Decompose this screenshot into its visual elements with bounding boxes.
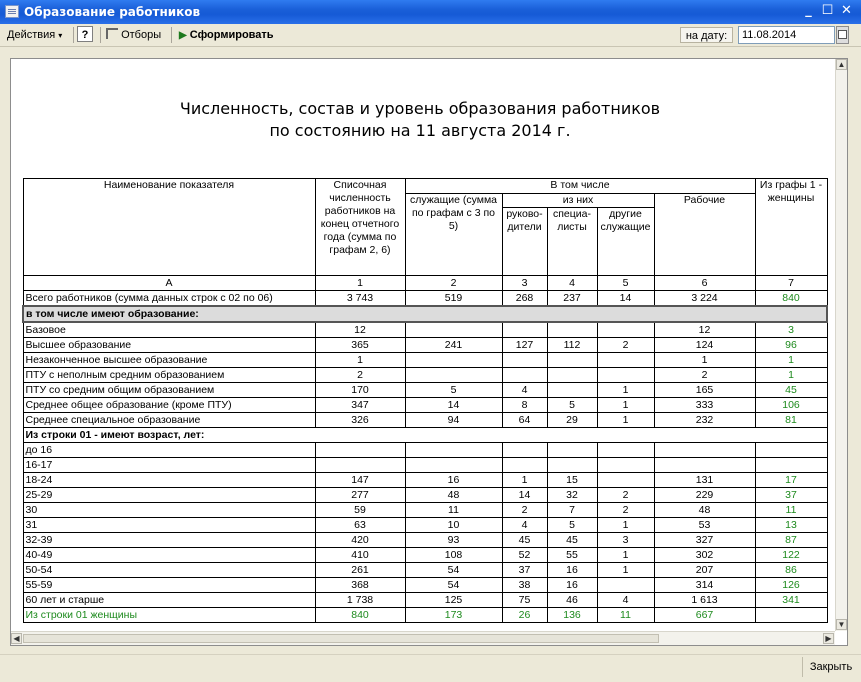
cell-c1: 1 738 xyxy=(315,593,405,608)
header-employees: служащие (сумма по графам с 3 по 5) xyxy=(405,194,502,276)
table-row xyxy=(23,503,827,518)
toolbar-separator xyxy=(100,27,101,43)
cell-c4 xyxy=(547,458,597,473)
cell-c2: 54 xyxy=(405,578,502,593)
cell-c4: 136 xyxy=(547,608,597,623)
cell-c1: 59 xyxy=(315,503,405,518)
row-label: 60 лет и старше xyxy=(23,593,315,608)
cell-c6: 48 xyxy=(654,503,755,518)
cell-c2: 94 xyxy=(405,413,502,428)
cell-c3: 38 xyxy=(502,578,547,593)
row-label: Высшее образование xyxy=(23,338,315,353)
column-number: 2 xyxy=(405,276,502,291)
header-managers: руково-дители xyxy=(502,208,547,276)
filter-icon xyxy=(106,28,118,39)
header-women: Из графы 1 - женщины xyxy=(755,179,827,276)
cell-c7: 840 xyxy=(755,291,827,307)
cell-c1: 368 xyxy=(315,578,405,593)
cell-c7: 96 xyxy=(755,338,827,353)
cell-c4: 32 xyxy=(547,488,597,503)
cell-c3: 4 xyxy=(502,518,547,533)
column-number: 3 xyxy=(502,276,547,291)
cell-c2: 519 xyxy=(405,291,502,307)
cell-c1 xyxy=(315,443,405,458)
table-row xyxy=(23,413,827,428)
report-title-line2: по состоянию на 11 августа 2014 г. xyxy=(269,121,571,140)
table-row xyxy=(23,518,827,533)
cell-c2: 54 xyxy=(405,563,502,578)
cell-c3: 26 xyxy=(502,608,547,623)
table-row xyxy=(23,593,827,608)
cell-c4 xyxy=(547,368,597,383)
cell-c4: 16 xyxy=(547,578,597,593)
row-label: Из строки 01 женщины xyxy=(23,608,315,623)
section-heading: Из строки 01 - имеют возраст, лет: xyxy=(23,428,827,443)
date-input[interactable]: 11.08.2014 xyxy=(738,26,835,44)
cell-c6: 1 xyxy=(654,353,755,368)
table-row xyxy=(23,353,827,368)
cell-c1: 261 xyxy=(315,563,405,578)
chevron-down-icon: ▾ xyxy=(58,31,63,40)
cell-c6 xyxy=(654,458,755,473)
cell-c3 xyxy=(502,353,547,368)
scroll-down-icon[interactable]: ▼ xyxy=(837,620,846,629)
cell-c3: 75 xyxy=(502,593,547,608)
cell-c4 xyxy=(547,383,597,398)
cell-c5 xyxy=(597,368,654,383)
scroll-right-icon[interactable]: ▶ xyxy=(823,633,834,644)
cell-c1: 3 743 xyxy=(315,291,405,307)
cell-c3: 8 xyxy=(502,398,547,413)
table-row xyxy=(23,548,827,563)
column-number: 6 xyxy=(654,276,755,291)
cell-c6: 1 613 xyxy=(654,593,755,608)
vertical-scrollbar[interactable] xyxy=(835,59,848,631)
bottom-bar xyxy=(0,654,861,682)
toolbar-separator xyxy=(171,27,172,43)
cell-c4: 16 xyxy=(547,563,597,578)
actions-menu[interactable] xyxy=(7,27,62,43)
cell-c4: 112 xyxy=(547,338,597,353)
cell-c3: 4 xyxy=(502,383,547,398)
cell-c2: 93 xyxy=(405,533,502,548)
cell-c2 xyxy=(405,368,502,383)
row-label: 16-17 xyxy=(23,458,315,473)
cell-c7: 87 xyxy=(755,533,827,548)
cell-c6: 3 224 xyxy=(654,291,755,307)
column-number: 1 xyxy=(315,276,405,291)
row-label: Среднее общее образование (кроме ПТУ) xyxy=(23,398,315,413)
cell-c6: 327 xyxy=(654,533,755,548)
cell-c6: 314 xyxy=(654,578,755,593)
row-label: 32-39 xyxy=(23,533,315,548)
cell-c4: 45 xyxy=(547,533,597,548)
table-row xyxy=(23,443,827,458)
cell-c1: 326 xyxy=(315,413,405,428)
cell-c7 xyxy=(755,443,827,458)
cell-c1: 147 xyxy=(315,473,405,488)
cell-c6: 232 xyxy=(654,413,755,428)
cell-c5: 2 xyxy=(597,488,654,503)
scroll-up-icon[interactable]: ▲ xyxy=(837,60,846,69)
cell-c6: 229 xyxy=(654,488,755,503)
cell-c4: 55 xyxy=(547,548,597,563)
cell-c7: 3 xyxy=(755,322,827,338)
column-number: 7 xyxy=(755,276,827,291)
cell-c5: 4 xyxy=(597,593,654,608)
cell-c2: 16 xyxy=(405,473,502,488)
cell-c3: 37 xyxy=(502,563,547,578)
table-row xyxy=(23,563,827,578)
row-label: до 16 xyxy=(23,443,315,458)
row-label: Всего работников (сумма данных строк с 02 по 06) xyxy=(23,291,315,307)
generate-button[interactable] xyxy=(179,27,274,43)
cell-c1: 12 xyxy=(315,322,405,338)
cell-c4: 7 xyxy=(547,503,597,518)
cell-c2: 108 xyxy=(405,548,502,563)
cell-c7: 341 xyxy=(755,593,827,608)
horizontal-scrollbar[interactable] xyxy=(11,631,835,646)
cell-c3: 1 xyxy=(502,473,547,488)
cell-c4: 5 xyxy=(547,518,597,533)
close-icon[interactable]: ✕ xyxy=(841,3,852,18)
row-label: 25-29 xyxy=(23,488,315,503)
calendar-icon xyxy=(838,30,847,39)
cell-c3 xyxy=(502,322,547,338)
cell-c5: 1 xyxy=(597,398,654,413)
cell-c2: 14 xyxy=(405,398,502,413)
cell-c2: 11 xyxy=(405,503,502,518)
column-number: 4 xyxy=(547,276,597,291)
cell-c6 xyxy=(654,443,755,458)
cell-c2 xyxy=(405,353,502,368)
cell-c7: 45 xyxy=(755,383,827,398)
cell-c5 xyxy=(597,322,654,338)
table-row xyxy=(23,306,827,322)
cell-c3: 2 xyxy=(502,503,547,518)
row-label: ПТУ с неполным средним образованием xyxy=(23,368,315,383)
table-row xyxy=(23,291,827,307)
row-label: Среднее специальное образование xyxy=(23,413,315,428)
cell-c4: 5 xyxy=(547,398,597,413)
cell-c1: 365 xyxy=(315,338,405,353)
cell-c3: 52 xyxy=(502,548,547,563)
row-label: 40-49 xyxy=(23,548,315,563)
cell-c6: 131 xyxy=(654,473,755,488)
header-total: Списочная численность работников на конец отчетного года (сумма по графам 2, 6) xyxy=(315,179,405,276)
cell-c7: 122 xyxy=(755,548,827,563)
actions-label: Действия xyxy=(7,29,56,41)
cell-c7: 1 xyxy=(755,368,827,383)
cell-c3 xyxy=(502,458,547,473)
cell-c4: 237 xyxy=(547,291,597,307)
cell-c4: 15 xyxy=(547,473,597,488)
window-icon xyxy=(5,5,19,18)
cell-c7: 86 xyxy=(755,563,827,578)
cell-c5 xyxy=(597,443,654,458)
cell-c6: 333 xyxy=(654,398,755,413)
scroll-left-icon[interactable]: ◀ xyxy=(11,633,22,644)
cell-c3 xyxy=(502,443,547,458)
play-icon: ▶ xyxy=(179,30,187,41)
cell-c5: 3 xyxy=(597,533,654,548)
cell-c7 xyxy=(755,458,827,473)
cell-c7 xyxy=(755,608,827,623)
cell-c1: 1 xyxy=(315,353,405,368)
section-heading: в том числе имеют образование: xyxy=(23,306,827,322)
row-label: 30 xyxy=(23,503,315,518)
cell-c5: 1 xyxy=(597,413,654,428)
cell-c5 xyxy=(597,458,654,473)
report-title-line1: Численность, состав и уровень образования работников xyxy=(179,99,661,118)
cell-c5: 1 xyxy=(597,383,654,398)
cell-c2: 10 xyxy=(405,518,502,533)
table-row xyxy=(23,608,827,623)
row-label: 55-59 xyxy=(23,578,315,593)
cell-c3: 14 xyxy=(502,488,547,503)
cell-c5: 2 xyxy=(597,503,654,518)
cell-c7: 126 xyxy=(755,578,827,593)
table-row xyxy=(23,322,827,338)
cell-c1: 840 xyxy=(315,608,405,623)
cell-c1 xyxy=(315,458,405,473)
cell-c2: 241 xyxy=(405,338,502,353)
cell-c5 xyxy=(597,473,654,488)
close-button[interactable]: Закрыть xyxy=(802,657,859,677)
cell-c7: 106 xyxy=(755,398,827,413)
header-of-them: из них xyxy=(502,194,654,208)
minimize-icon[interactable]: _ xyxy=(805,3,812,18)
cell-c5 xyxy=(597,578,654,593)
row-label: 31 xyxy=(23,518,315,533)
cell-c1: 420 xyxy=(315,533,405,548)
cell-c2: 125 xyxy=(405,593,502,608)
window-title: Образование работников xyxy=(24,5,201,19)
cell-c5: 1 xyxy=(597,518,654,533)
cell-c1: 277 xyxy=(315,488,405,503)
cell-c5: 1 xyxy=(597,548,654,563)
table-row xyxy=(23,533,827,548)
cell-c6: 302 xyxy=(654,548,755,563)
table-row xyxy=(23,488,827,503)
cell-c3 xyxy=(502,368,547,383)
horizontal-scroll-thumb[interactable] xyxy=(23,634,659,643)
cell-c4 xyxy=(547,443,597,458)
table-row xyxy=(23,473,827,488)
cell-c4: 29 xyxy=(547,413,597,428)
row-label: 18-24 xyxy=(23,473,315,488)
cell-c5: 1 xyxy=(597,563,654,578)
header-other-employees: другие служащие xyxy=(597,208,654,276)
cell-c6: 165 xyxy=(654,383,755,398)
cell-c2 xyxy=(405,458,502,473)
cell-c2 xyxy=(405,322,502,338)
cell-c1: 170 xyxy=(315,383,405,398)
column-number: 5 xyxy=(597,276,654,291)
cell-c5: 2 xyxy=(597,338,654,353)
header-specialists: специа-листы xyxy=(547,208,597,276)
column-number: А xyxy=(23,276,315,291)
cell-c3: 268 xyxy=(502,291,547,307)
row-label: ПТУ со средним общим образованием xyxy=(23,383,315,398)
maximize-icon[interactable]: ☐ xyxy=(821,3,834,18)
report-area[interactable] xyxy=(10,58,848,646)
title-bar xyxy=(0,0,861,24)
table-row xyxy=(23,368,827,383)
cell-c7: 1 xyxy=(755,353,827,368)
cell-c4: 46 xyxy=(547,593,597,608)
filters-button[interactable] xyxy=(106,27,161,43)
cell-c7: 81 xyxy=(755,413,827,428)
cell-c7: 11 xyxy=(755,503,827,518)
cell-c6: 207 xyxy=(654,563,755,578)
header-name: Наименование показателя xyxy=(23,179,315,276)
cell-c2: 173 xyxy=(405,608,502,623)
filters-label: Отборы xyxy=(121,29,162,41)
cell-c4 xyxy=(547,353,597,368)
cell-c3: 64 xyxy=(502,413,547,428)
cell-c4 xyxy=(547,322,597,338)
report-table xyxy=(22,178,828,623)
header-workers: Рабочие xyxy=(654,194,755,276)
cell-c7: 37 xyxy=(755,488,827,503)
cell-c3: 45 xyxy=(502,533,547,548)
cell-c2 xyxy=(405,443,502,458)
cell-c6: 2 xyxy=(654,368,755,383)
row-label: 50-54 xyxy=(23,563,315,578)
header-in-total: В том числе xyxy=(405,179,755,194)
generate-label: Сформировать xyxy=(189,29,274,41)
cell-c6: 53 xyxy=(654,518,755,533)
toolbar-separator xyxy=(73,27,74,43)
cell-c2: 48 xyxy=(405,488,502,503)
cell-c1: 63 xyxy=(315,518,405,533)
table-row xyxy=(23,578,827,593)
cell-c7: 13 xyxy=(755,518,827,533)
table-row xyxy=(23,383,827,398)
row-label: Незаконченное высшее образование xyxy=(23,353,315,368)
cell-c6: 124 xyxy=(654,338,755,353)
cell-c7: 17 xyxy=(755,473,827,488)
cell-c1: 347 xyxy=(315,398,405,413)
table-row xyxy=(23,398,827,413)
cell-c1: 2 xyxy=(315,368,405,383)
table-row xyxy=(23,428,827,443)
cell-c5: 14 xyxy=(597,291,654,307)
table-row xyxy=(23,338,827,353)
row-label: Базовое xyxy=(23,322,315,338)
date-label: на дату: xyxy=(680,27,733,43)
table-row xyxy=(23,458,827,473)
calendar-button[interactable] xyxy=(836,26,849,44)
cell-c5 xyxy=(597,353,654,368)
help-button[interactable]: ? xyxy=(77,26,93,42)
cell-c6: 12 xyxy=(654,322,755,338)
cell-c3: 127 xyxy=(502,338,547,353)
cell-c1: 410 xyxy=(315,548,405,563)
cell-c6: 667 xyxy=(654,608,755,623)
cell-c5: 11 xyxy=(597,608,654,623)
cell-c2: 5 xyxy=(405,383,502,398)
